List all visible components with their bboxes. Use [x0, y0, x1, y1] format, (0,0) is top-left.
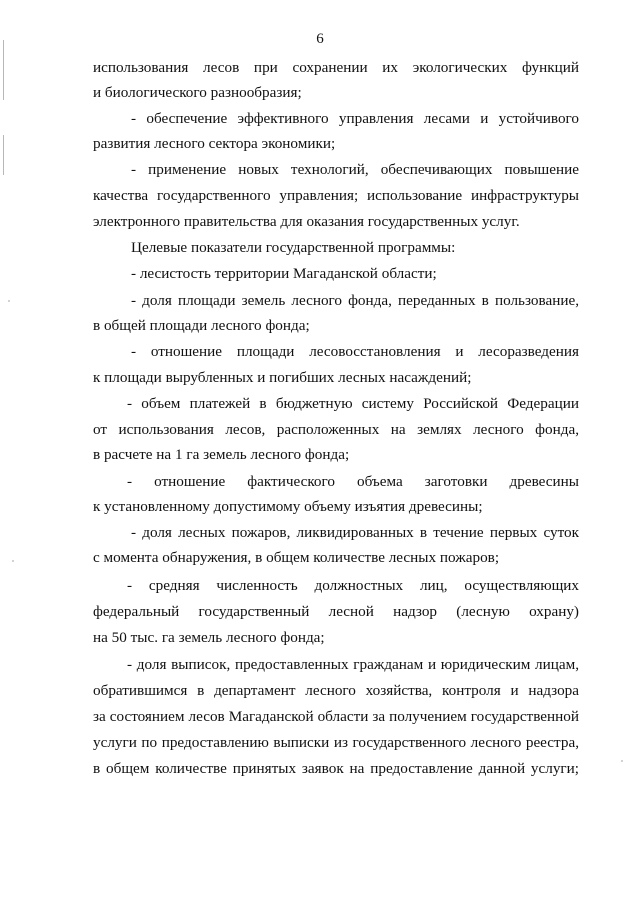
list-item-line: - лесистость территории Магаданской области;: [131, 265, 437, 282]
section-lead: Целевые показатели государственной программы:: [131, 239, 456, 256]
text-line: услуги по предоставлению выписки из государственного лесного реестра,: [93, 734, 579, 751]
text-line: федеральный государственный лесной надзор (лесную охрану): [93, 603, 579, 620]
text-line: качества государственного управления; использование инфраструктуры: [93, 187, 579, 204]
list-item-line: - обеспечение эффективного управления лесами и устойчивого: [131, 110, 579, 127]
text-line: от использования лесов, расположенных на землях лесного фонда,: [93, 421, 579, 438]
list-item-line: - доля выписок, предоставленных гражданам и юридическим лицам,: [127, 656, 579, 673]
list-item-line: - отношение фактического объема заготовки древесины: [127, 473, 579, 490]
list-item-line: - применение новых технологий, обеспечивающих повышение: [131, 161, 579, 178]
scan-edge-mark: [3, 135, 4, 175]
text-line: к установленному допустимому объему изъятия древесины;: [93, 498, 483, 515]
text-line: и биологического разнообразия;: [93, 84, 302, 101]
scan-speck: [12, 560, 14, 562]
text-line: обратившимся в департамент лесного хозяйства, контроля и надзора: [93, 682, 579, 699]
text-line: в расчете на 1 га земель лесного фонда;: [93, 446, 350, 463]
text-line: на 50 тыс. га земель лесного фонда;: [93, 629, 325, 646]
page-number: 6: [316, 31, 324, 47]
scan-speck: [8, 300, 10, 302]
text-line: к площади вырубленных и погибших лесных насаждений;: [93, 369, 472, 386]
text-line: использования лесов при сохранении их экологических функций: [93, 59, 579, 76]
text-line: с момента обнаружения, в общем количестве лесных пожаров;: [93, 549, 500, 566]
list-item-line: - отношение площади лесовосстановления и лесоразведения: [131, 343, 579, 360]
list-item-line: - средняя численность должностных лиц, осуществляющих: [127, 577, 579, 594]
scan-speck: [621, 760, 623, 762]
scan-edge-mark: [3, 40, 4, 100]
text-line: электронного правительства для оказания государственных услуг.: [93, 213, 520, 230]
list-item-line: - доля лесных пожаров, ликвидированных в течение первых суток: [131, 524, 579, 541]
text-line: в общем количестве принятых заявок на предоставление данной услуги;: [93, 760, 579, 777]
text-line: за состоянием лесов Магаданской области за получением государственной: [93, 708, 579, 725]
text-line: в общей площади лесного фонда;: [93, 317, 310, 334]
list-item-line: - объем платежей в бюджетную систему Российской Федерации: [127, 395, 579, 412]
text-line: развития лесного сектора экономики;: [93, 135, 336, 152]
list-item-line: - доля площади земель лесного фонда, переданных в пользование,: [131, 292, 579, 309]
